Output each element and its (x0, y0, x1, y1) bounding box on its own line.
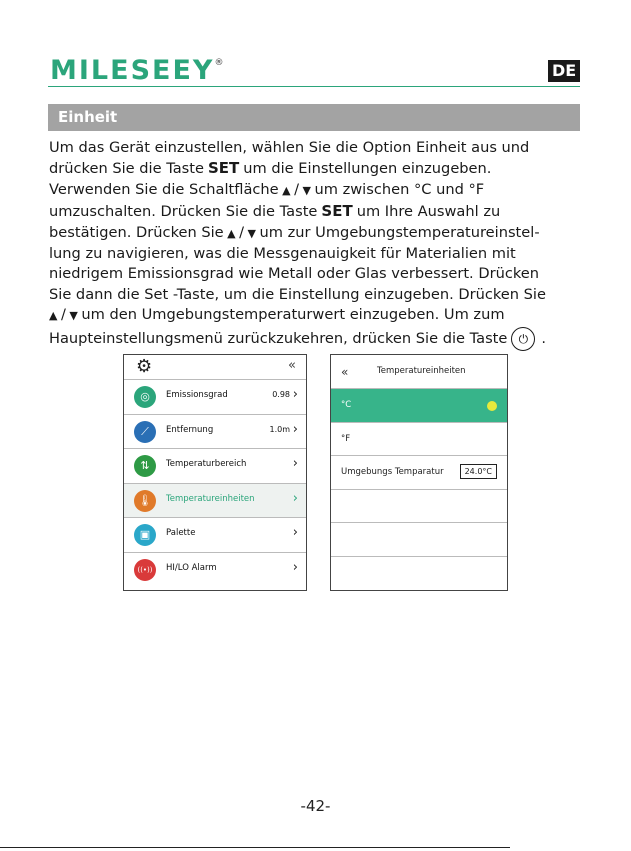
chevron-right-icon: › (292, 456, 298, 472)
chevron-right-icon: › (292, 421, 298, 437)
gear-icon: ⚙ (136, 356, 153, 377)
thermometer-icon: 🌡 (134, 490, 156, 512)
back-icon[interactable]: « (341, 365, 349, 379)
chevron-right-icon: › (292, 525, 298, 541)
palette-icon: ▣ (134, 524, 156, 546)
empty-row (331, 523, 507, 557)
menu-item-label: Temperaturbereich (166, 459, 247, 470)
set-key: SET (207, 159, 240, 178)
menu-item-label: Temperatureinheiten (166, 493, 255, 504)
menu-item[interactable] (124, 380, 306, 415)
chevron-right-icon: › (292, 387, 298, 402)
units-header (331, 355, 507, 389)
menu-item-label: HI/LO Alarm (166, 562, 217, 573)
range-icon: ⇅ (134, 455, 156, 477)
down-arrow-icon: ▼ (299, 183, 315, 197)
brand-logo: MILESEEY® (50, 55, 224, 86)
footer-rule (0, 847, 510, 848)
up-arrow-icon: ▲ (278, 183, 295, 197)
empty-row (331, 490, 507, 524)
up-arrow-icon: ▲ (49, 309, 61, 323)
section-title: Einheit (58, 108, 118, 126)
section-header (48, 104, 580, 131)
chevron-right-icon: › (292, 559, 298, 575)
language-badge: DE (548, 60, 580, 82)
distance-icon: ⟋ (134, 421, 156, 443)
temperature-units-screen (330, 354, 508, 591)
selected-dot-icon (487, 401, 497, 411)
header-divider (48, 86, 580, 87)
menu-item-label: Palette (166, 528, 196, 539)
power-button-icon: ⏻ (511, 327, 535, 351)
menu-item[interactable] (124, 484, 306, 519)
page-number: -42- (300, 797, 331, 815)
down-arrow-icon: ▼ (65, 309, 82, 323)
chevron-right-icon: › (292, 490, 298, 506)
menu-item-value: 1.0m (269, 424, 290, 434)
menu-item-value: 0.98 (272, 390, 290, 399)
option-fahrenheit[interactable]: °F (331, 423, 507, 457)
back-icon[interactable]: « (288, 358, 296, 373)
emissivity-icon: ◎ (134, 386, 156, 408)
menu-item-label: Entfernung (166, 424, 214, 435)
menu-item[interactable] (124, 415, 306, 450)
empty-row (331, 557, 507, 591)
set-key: SET (321, 202, 353, 221)
menu-item[interactable] (124, 449, 306, 484)
ambient-temperature-row[interactable]: Umgebungs Temparatur 24.0°C (331, 456, 507, 490)
alarm-icon: ((•)) (134, 559, 156, 581)
settings-header (124, 355, 306, 380)
menu-item[interactable] (124, 553, 306, 588)
menu-item[interactable] (124, 518, 306, 553)
ambient-temperature-value[interactable]: 24.0°C (460, 464, 497, 479)
up-arrow-icon: ▲ (223, 226, 240, 240)
units-title: Temperatureinheiten (377, 366, 466, 376)
settings-menu-screen (123, 354, 307, 591)
down-arrow-icon: ▼ (244, 226, 260, 240)
instruction-text: Um das Gerät einzustellen, wählen Sie die Option Einheit aus und drücken Sie die Taste SET um die Einstellungen einzugeben. Verwenden Sie die Schaltfläche ▲ / ▼ um zwischen °C und °F umzuschalten. Drücken Sie die Taste SET um Ihre Auswahl zu bestätigen. Drücken Sie ▲ / ▼ um zur Umgebungstemperatureinstel- lung zu navigieren, was die Messgenauigkeit für Materialien mit niedrigem Emissionsgrad wie Metall oder Glas verbessert. Drücken Sie dann die Set -Taste, um die Einstellung einzugeben. Drücken Sie ▲ / ▼ um den Umgebungstemperaturwert einzugeben. Um zum Haupteinstellungsmenü zurückzukehren, drücken Sie die Taste ⏻ . (49, 138, 589, 351)
menu-item-label: Emissionsgrad (166, 390, 228, 400)
option-celsius[interactable]: °C (331, 389, 507, 423)
